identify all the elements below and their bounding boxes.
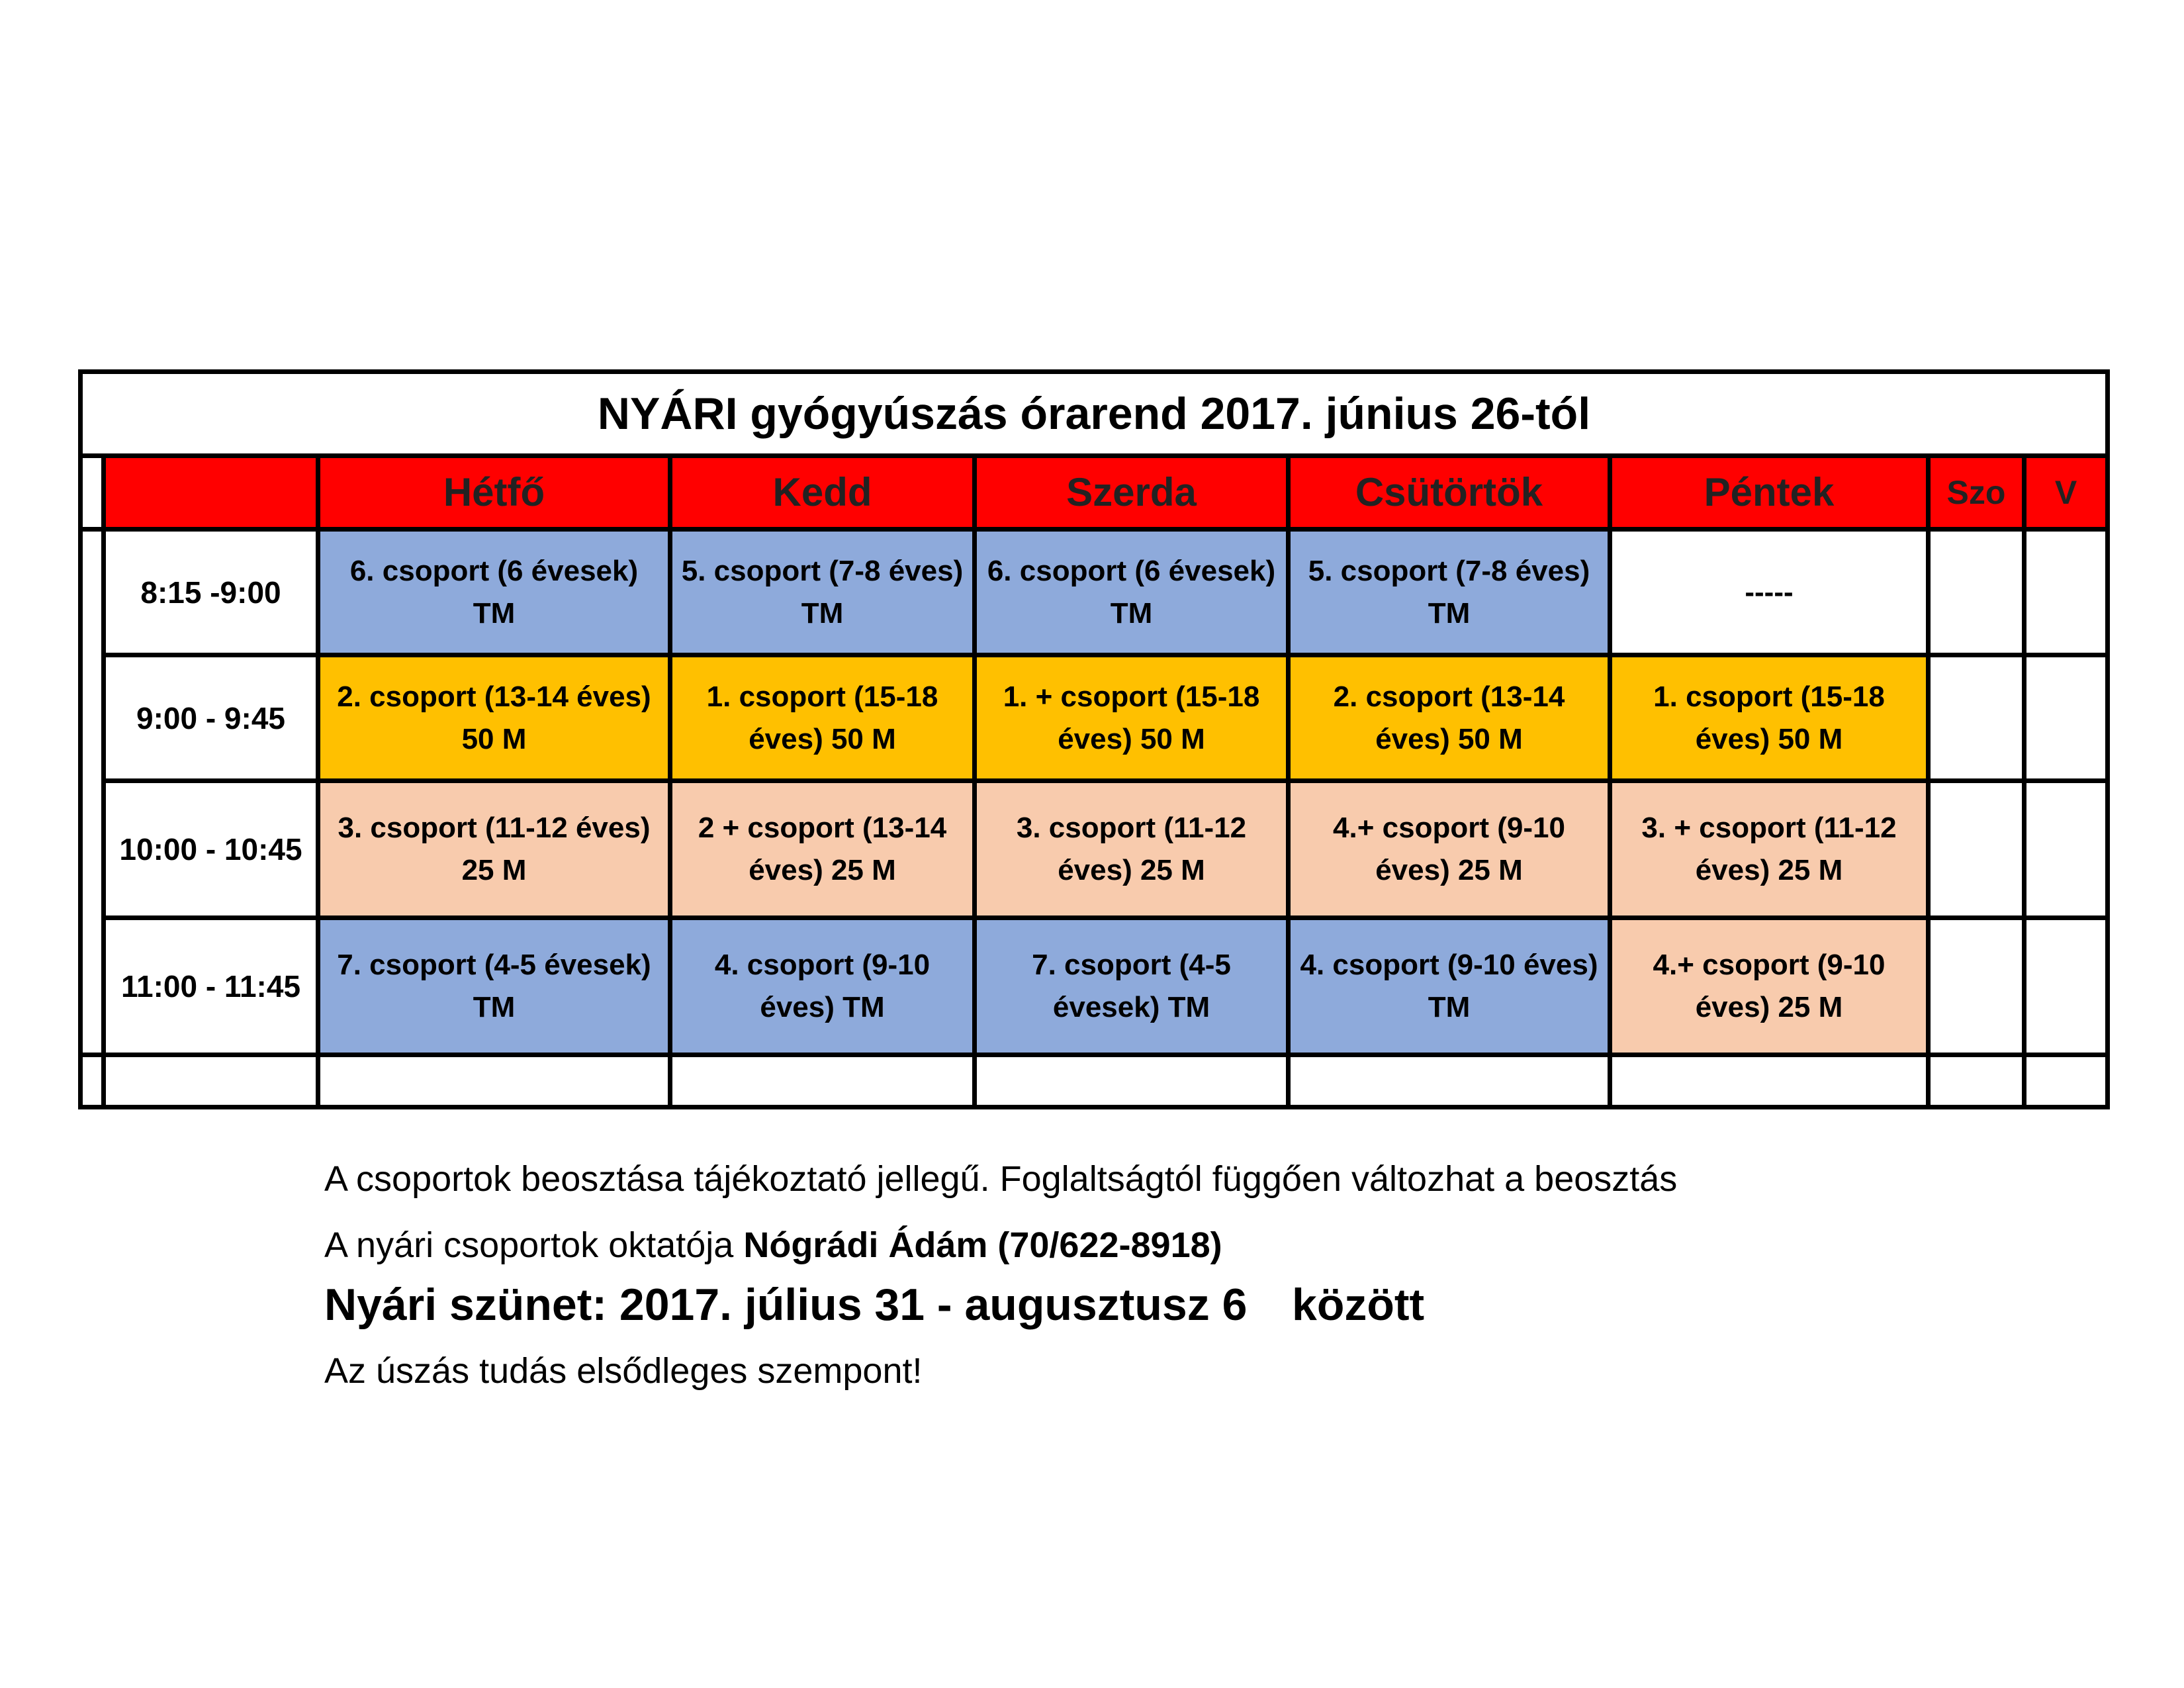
schedule-cell: 1. + csoport (15-18 éves) 50 M — [977, 657, 1286, 778]
schedule-cell: 3. + csoport (11-12 éves) 25 M — [1612, 783, 1926, 915]
grid-line — [1286, 453, 1291, 1105]
schedule-cell: 7. csoport (4-5 évesek) TM — [977, 920, 1286, 1053]
page-title: NYÁRI gyógyúszás órarend 2017. június 26-tól — [597, 389, 1591, 439]
note-swimming-skill: Az úszás tudás elsődleges szempont! — [324, 1351, 923, 1391]
schedule-cell: 6. csoport (6 évesek) TM — [320, 532, 668, 653]
schedule-cell: 5. csoport (7-8 éves) TM — [672, 532, 972, 653]
day-header-tuesday: Kedd — [772, 470, 872, 514]
schedule-cell: 7. csoport (4-5 évesek) TM — [320, 920, 668, 1053]
schedule-cell: 4. csoport (9-10 éves) TM — [1291, 920, 1608, 1053]
day-header-friday: Péntek — [1704, 470, 1835, 514]
day-header-saturday: Szo — [1946, 474, 2006, 511]
grid-line — [1608, 453, 1612, 1105]
time-slot-2: 9:00 - 9:45 — [136, 700, 285, 735]
grid-line — [972, 453, 977, 1105]
schedule-cell: 5. csoport (7-8 éves) TM — [1291, 532, 1608, 653]
schedule-cell: 2. csoport (13-14 éves) 50 M — [1291, 657, 1608, 778]
note-instructor — [324, 1225, 1222, 1266]
schedule-cell: 1. csoport (15-18 éves) 50 M — [1612, 657, 1926, 778]
schedule-cell: 1. csoport (15-18 éves) 50 M — [672, 657, 972, 778]
grid-line — [316, 453, 320, 1105]
day-header-wednesday: Szerda — [1066, 470, 1197, 514]
schedule-cell: ----- — [1745, 575, 1794, 608]
day-header-thursday: Csütörtök — [1355, 470, 1543, 514]
grid-line — [668, 453, 672, 1105]
note-summer-break: Nyári szünet: 2017. július 31 - augusztusz 6 — [324, 1280, 1248, 1330]
grid-line — [106, 778, 2105, 783]
time-slot-1: 8:15 -9:00 — [140, 575, 281, 610]
grid-line — [83, 453, 2105, 458]
grid-line — [106, 915, 2105, 920]
note-schedule-disclaimer: A csoportok beosztása tájékoztató jellegű. Foglaltságtól függően változhat a beosztás — [324, 1159, 1678, 1199]
grid-line — [106, 653, 2105, 657]
schedule-cell: 4.+ csoport (9-10 éves) 25 M — [1291, 783, 1608, 915]
time-slot-3: 10:00 - 10:45 — [119, 832, 302, 867]
grid-line — [2022, 453, 2026, 1105]
schedule-cell: 3. csoport (11-12 éves) 25 M — [320, 783, 668, 915]
day-header-sunday: V — [2054, 474, 2077, 511]
day-header-monday: Hétfő — [443, 470, 545, 514]
grid-line — [83, 527, 2105, 532]
instructor-name: Nógrádi Ádám (70/622-8918) — [743, 1225, 1222, 1265]
schedule-cell: 4. csoport (9-10 éves) TM — [672, 920, 972, 1053]
note-summer-break-suffix: között — [1292, 1280, 1425, 1330]
grid-line — [1926, 453, 1931, 1105]
time-slot-4: 11:00 - 11:45 — [120, 969, 301, 1004]
schedule-cell: 4.+ csoport (9-10 éves) 25 M — [1612, 920, 1926, 1053]
grid-line — [101, 453, 106, 1105]
schedule-cell: 2 + csoport (13-14 éves) 25 M — [672, 783, 972, 915]
schedule-cell: 3. csoport (11-12 éves) 25 M — [977, 783, 1286, 915]
schedule-cell: 6. csoport (6 évesek) TM — [977, 532, 1286, 653]
note-instructor-prefix: A nyári csoportok oktatója — [324, 1225, 744, 1265]
schedule-cell: 2. csoport (13-14 éves) 50 M — [320, 657, 668, 778]
grid-line — [83, 1053, 2105, 1057]
